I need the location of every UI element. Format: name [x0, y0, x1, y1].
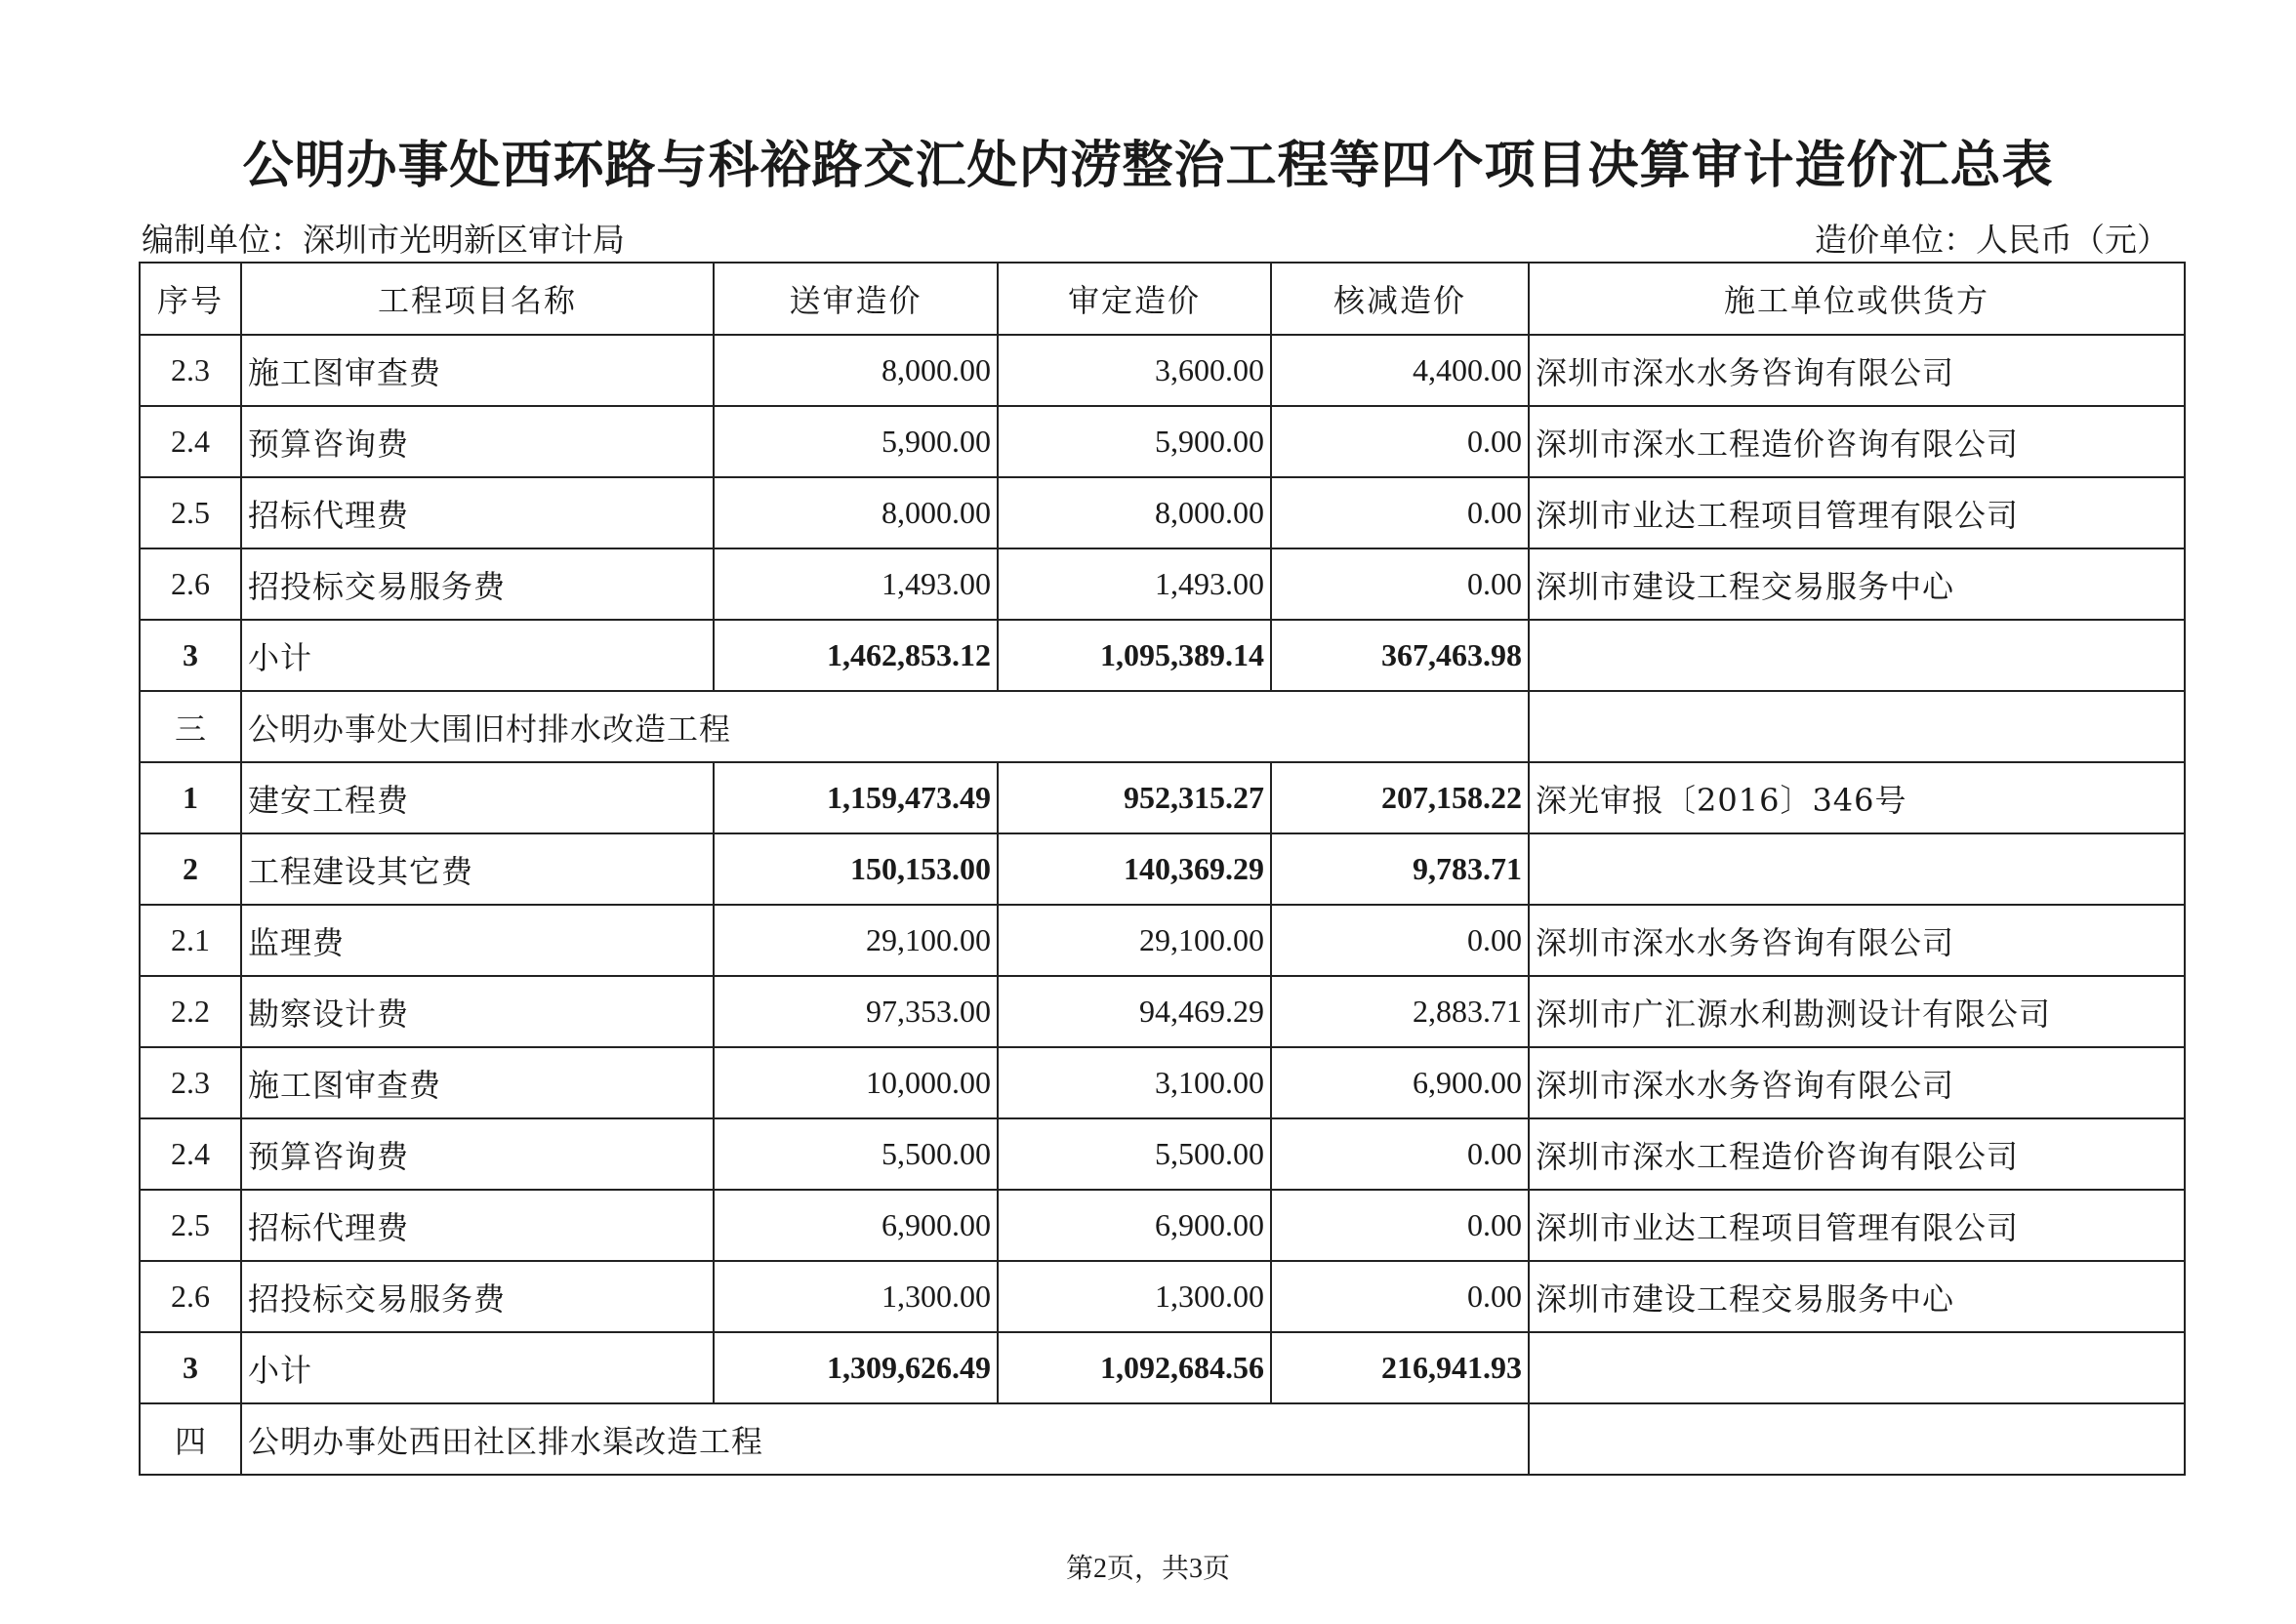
compiler-unit: 编制单位：深圳市光明新区审计局	[142, 221, 625, 259]
cell-approved-cost: 140,369.29	[998, 833, 1271, 905]
header-seq: 序号	[140, 263, 241, 335]
cell-vendor: 深圳市建设工程交易服务中心	[1529, 1261, 2185, 1332]
header-project-name: 工程项目名称	[241, 263, 714, 335]
cell-project-name: 建安工程费	[241, 762, 714, 833]
cell-project-name: 勘察设计费	[241, 976, 714, 1047]
cell-seq: 2.4	[140, 406, 241, 477]
cell-seq: 2.3	[140, 1047, 241, 1118]
cell-project-name: 施工图审查费	[241, 1047, 714, 1118]
cell-reduced-cost: 9,783.71	[1271, 833, 1529, 905]
cell-vendor: 深圳市业达工程项目管理有限公司	[1529, 477, 2185, 548]
cell-project-name: 招投标交易服务费	[241, 548, 714, 620]
table-header-row	[140, 263, 2185, 335]
cell-approved-cost: 5,500.00	[998, 1118, 1271, 1190]
page-title: 公明办事处西环路与科裕路交汇处内涝整治工程等四个项目决算审计造价汇总表	[242, 136, 2054, 195]
cell-project-name: 招标代理费	[241, 1190, 714, 1261]
cell-submitted-cost: 8,000.00	[714, 335, 998, 406]
cell-submitted-cost: 5,900.00	[714, 406, 998, 477]
cell-section-title: 公明办事处大围旧村排水改造工程	[241, 691, 1529, 762]
table-row	[140, 620, 2185, 691]
cell-project-name: 工程建设其它费	[241, 833, 714, 905]
cell-submitted-cost: 1,493.00	[714, 548, 998, 620]
cell-seq: 三	[140, 691, 241, 762]
table-body	[140, 335, 2185, 1475]
cell-vendor: 深圳市深水水务咨询有限公司	[1529, 335, 2185, 406]
cell-reduced-cost: 0.00	[1271, 548, 1529, 620]
cell-reduced-cost: 207,158.22	[1271, 762, 1529, 833]
cell-vendor: 深圳市广汇源水利勘测设计有限公司	[1529, 976, 2185, 1047]
cell-reduced-cost: 0.00	[1271, 477, 1529, 548]
cell-submitted-cost: 8,000.00	[714, 477, 998, 548]
table-row	[140, 976, 2185, 1047]
cell-approved-cost: 3,600.00	[998, 335, 1271, 406]
cell-reduced-cost: 0.00	[1271, 406, 1529, 477]
page-number: 第2页，共3页	[1065, 1554, 1230, 1584]
cost-summary-table	[139, 262, 2186, 1476]
cell-seq: 2.5	[140, 1190, 241, 1261]
cell-vendor	[1529, 833, 2185, 905]
table-row	[140, 335, 2185, 406]
cell-vendor: 深圳市深水水务咨询有限公司	[1529, 905, 2185, 976]
cell-seq: 2	[140, 833, 241, 905]
cell-approved-cost: 1,092,684.56	[998, 1332, 1271, 1403]
header-reduced-cost: 核减造价	[1271, 263, 1529, 335]
header-approved-cost: 审定造价	[998, 263, 1271, 335]
cell-vendor	[1529, 1332, 2185, 1403]
cell-submitted-cost: 150,153.00	[714, 833, 998, 905]
cell-vendor: 深圳市业达工程项目管理有限公司	[1529, 1190, 2185, 1261]
cell-approved-cost: 952,315.27	[998, 762, 1271, 833]
cell-reduced-cost: 0.00	[1271, 1190, 1529, 1261]
cell-approved-cost: 6,900.00	[998, 1190, 1271, 1261]
cell-seq: 2.3	[140, 335, 241, 406]
cell-reduced-cost: 6,900.00	[1271, 1047, 1529, 1118]
cell-seq: 四	[140, 1403, 241, 1475]
table-row	[140, 406, 2185, 477]
cell-submitted-cost: 1,300.00	[714, 1261, 998, 1332]
table-row	[140, 1118, 2185, 1190]
table-row	[140, 905, 2185, 976]
cell-project-name: 招标代理费	[241, 477, 714, 548]
cell-vendor	[1529, 691, 2185, 762]
cell-reduced-cost: 0.00	[1271, 905, 1529, 976]
table-row	[140, 1403, 2185, 1475]
cell-submitted-cost: 1,309,626.49	[714, 1332, 998, 1403]
cell-submitted-cost: 5,500.00	[714, 1118, 998, 1190]
cell-approved-cost: 1,300.00	[998, 1261, 1271, 1332]
cell-vendor: 深光审报〔2016〕346号	[1529, 762, 2185, 833]
cell-seq: 3	[140, 1332, 241, 1403]
cell-vendor: 深圳市深水工程造价咨询有限公司	[1529, 406, 2185, 477]
cell-submitted-cost: 10,000.00	[714, 1047, 998, 1118]
cell-project-name: 小计	[241, 1332, 714, 1403]
header-vendor: 施工单位或供货方	[1529, 263, 2185, 335]
cell-seq: 2.1	[140, 905, 241, 976]
cell-reduced-cost: 2,883.71	[1271, 976, 1529, 1047]
cell-seq: 2.6	[140, 1261, 241, 1332]
currency-unit: 造价单位：人民币（元）	[1815, 221, 2169, 259]
cell-submitted-cost: 1,159,473.49	[714, 762, 998, 833]
cell-submitted-cost: 1,462,853.12	[714, 620, 998, 691]
cell-vendor: 深圳市建设工程交易服务中心	[1529, 548, 2185, 620]
cell-project-name: 小计	[241, 620, 714, 691]
cell-section-title: 公明办事处西田社区排水渠改造工程	[241, 1403, 1529, 1475]
table-row	[140, 548, 2185, 620]
cell-project-name: 预算咨询费	[241, 1118, 714, 1190]
cell-approved-cost: 1,493.00	[998, 548, 1271, 620]
cell-seq: 1	[140, 762, 241, 833]
cell-approved-cost: 1,095,389.14	[998, 620, 1271, 691]
cell-vendor: 深圳市深水工程造价咨询有限公司	[1529, 1118, 2185, 1190]
cell-approved-cost: 8,000.00	[998, 477, 1271, 548]
cell-vendor: 深圳市深水水务咨询有限公司	[1529, 1047, 2185, 1118]
cell-reduced-cost: 216,941.93	[1271, 1332, 1529, 1403]
table-row	[140, 1190, 2185, 1261]
cell-approved-cost: 94,469.29	[998, 976, 1271, 1047]
cell-approved-cost: 5,900.00	[998, 406, 1271, 477]
cell-submitted-cost: 97,353.00	[714, 976, 998, 1047]
cell-approved-cost: 29,100.00	[998, 905, 1271, 976]
table-row	[140, 1332, 2185, 1403]
cell-seq: 2.4	[140, 1118, 241, 1190]
cell-seq: 2.2	[140, 976, 241, 1047]
table-row	[140, 1047, 2185, 1118]
cell-reduced-cost: 0.00	[1271, 1118, 1529, 1190]
cell-submitted-cost: 6,900.00	[714, 1190, 998, 1261]
table-row	[140, 1261, 2185, 1332]
cell-reduced-cost: 0.00	[1271, 1261, 1529, 1332]
table-row	[140, 691, 2185, 762]
cell-vendor	[1529, 620, 2185, 691]
table-row	[140, 762, 2185, 833]
cell-project-name: 监理费	[241, 905, 714, 976]
cell-vendor	[1529, 1403, 2185, 1475]
table-row	[140, 477, 2185, 548]
header-submitted-cost: 送审造价	[714, 263, 998, 335]
cell-approved-cost: 3,100.00	[998, 1047, 1271, 1118]
cell-project-name: 预算咨询费	[241, 406, 714, 477]
cell-project-name: 招投标交易服务费	[241, 1261, 714, 1332]
cell-project-name: 施工图审查费	[241, 335, 714, 406]
cell-seq: 2.6	[140, 548, 241, 620]
cell-submitted-cost: 29,100.00	[714, 905, 998, 976]
cell-reduced-cost: 4,400.00	[1271, 335, 1529, 406]
cell-seq: 2.5	[140, 477, 241, 548]
table-row	[140, 833, 2185, 905]
cell-reduced-cost: 367,463.98	[1271, 620, 1529, 691]
cell-seq: 3	[140, 620, 241, 691]
